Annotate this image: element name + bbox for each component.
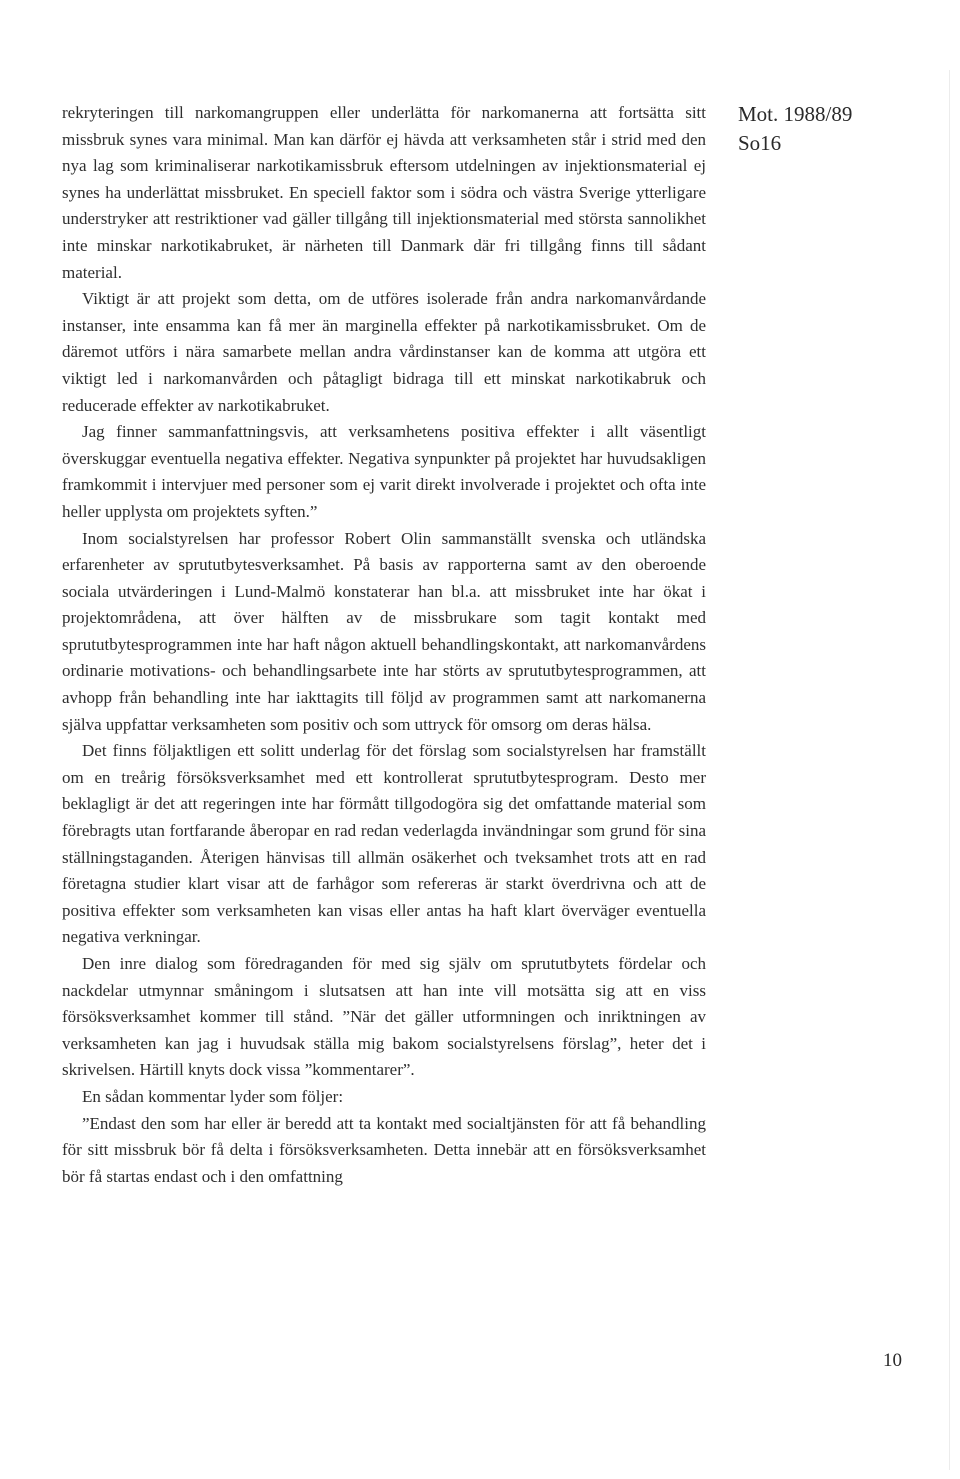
motion-number: Mot. 1988/89 — [738, 102, 853, 126]
body-text — [62, 100, 706, 1190]
paragraph-4: Inom socialstyrelsen har professor Robert Olin sammanställt svenska och utländska erfarenheter av sprututbytesverksamhet. På basis av rapporterna samt av den oberoende sociala utvärderingen i Lund-Malmö konstaterar han bl.a. att missbruket inte har ökat i projektområdena, att över hälften av de missbrukare som tagit kontakt med sprututbytesprogrammen inte har haft någon aktuell behandlingskontakt, att narkomanvårdens ordinarie motivations- och behandlingsarbete inte har störts av sprututbytesprogrammen, att avhopp från behandling inte har iakttagits till följd av programmen samt att narkomanerna själva uppfattar verksamheten som positiv och som uttryck för omsorg om deras hälsa. — [62, 528, 706, 734]
motion-code: So16 — [738, 131, 782, 155]
page-edge-line — [949, 70, 950, 1470]
paragraph-3: Jag finner sammanfattningsvis, att verksamhetens positiva effekter i allt väsentligt överskuggar eventuella negativa effekter. Negativa synpunkter på projektet har huvudsakligen framkommit i intervjuer med personer som ej varit direkt involverade i projektet och ofta inte heller upplysta om projektets syften.” — [62, 422, 706, 521]
page-number: 10 — [883, 1350, 902, 1371]
quote-paragraph: ”Endast den som har eller är beredd att ta kontakt med socialtjänsten för att få behandling för sitt missbruk bör få delta i försöksverksamheten. Detta innebär att en försöksverksamhet bör få startas endast och i den omfattning — [62, 1113, 706, 1186]
motion-reference — [738, 100, 852, 158]
paragraph-6: Den inre dialog som föredraganden för med sig själv om sprututbytets fördelar och nackdelar utmynnar småningom i slutsatsen att han inte vill motsätta sig att en viss försöksverksamhet kommer till stånd. ”När det gäller utformningen och inriktningen av verksamheten kan jag i huvudsak ställa mig bakom socialstyrelsens förslag”, heter det i skrivelsen. Härtill knyts dock vissa ”kommentarer”. — [62, 954, 706, 1080]
paragraph-5: Det finns följaktligen ett solitt underlag för det förslag som socialstyrelsen har framställt om en treårig försöksverksamhet med ett kontrollerat sprututbytesprogram. Desto mer beklagligt är det att regeringen inte har förmått tillgodogöra sig det omfattande material som förebragts utan fortfarande åberopar en rad redan vederlagda invändningar som grund för sina ställningstaganden. Återigen hänvisas till allmän osäkerhet och tveksamhet trots att en rad företagna studier klart visar att de farhågor som refereras är starkt överdrivna och att de positiva effekter som verksamheten kan visas eller antas ha haft klart överväger eventuella negativa verkningar. — [62, 741, 706, 947]
paragraph-7: En sådan kommentar lyder som följer: — [82, 1086, 344, 1106]
paragraph-1: rekryteringen till narkomangruppen eller underlätta för narkomanerna att fortsätta sitt missbruk synes vara minimal. Man kan därför ej hävda att verksamheten står i strid med den nya lag som kriminaliserar narkotikamissbruk eftersom utdelningen av injektionsmaterial ej synes ha underlättat missbruket. En speciell faktor som i södra och västra Sverige ytterligare understryker att restriktioner vad gäller tillgång till injektionsmaterial med största sannolikhet inte minskar narkotikabruket, är närheten till Danmark där fri tillgång finns till sådant material. — [62, 103, 706, 282]
paragraph-2: Viktigt är att projekt som detta, om de utföres isolerade från andra narkomanvårdande instanser, inte ensamma kan få mer än marginella effekter på narkotikamissbruket. Om de däremot utförs i nära samarbete mellan andra vårdinstanser kan de komma att utgöra ett viktigt led i narkomanvården och påtagligt bidraga till ett minskat narkotikabruk och reducerade effekter av narkotikabruket. — [62, 289, 706, 415]
